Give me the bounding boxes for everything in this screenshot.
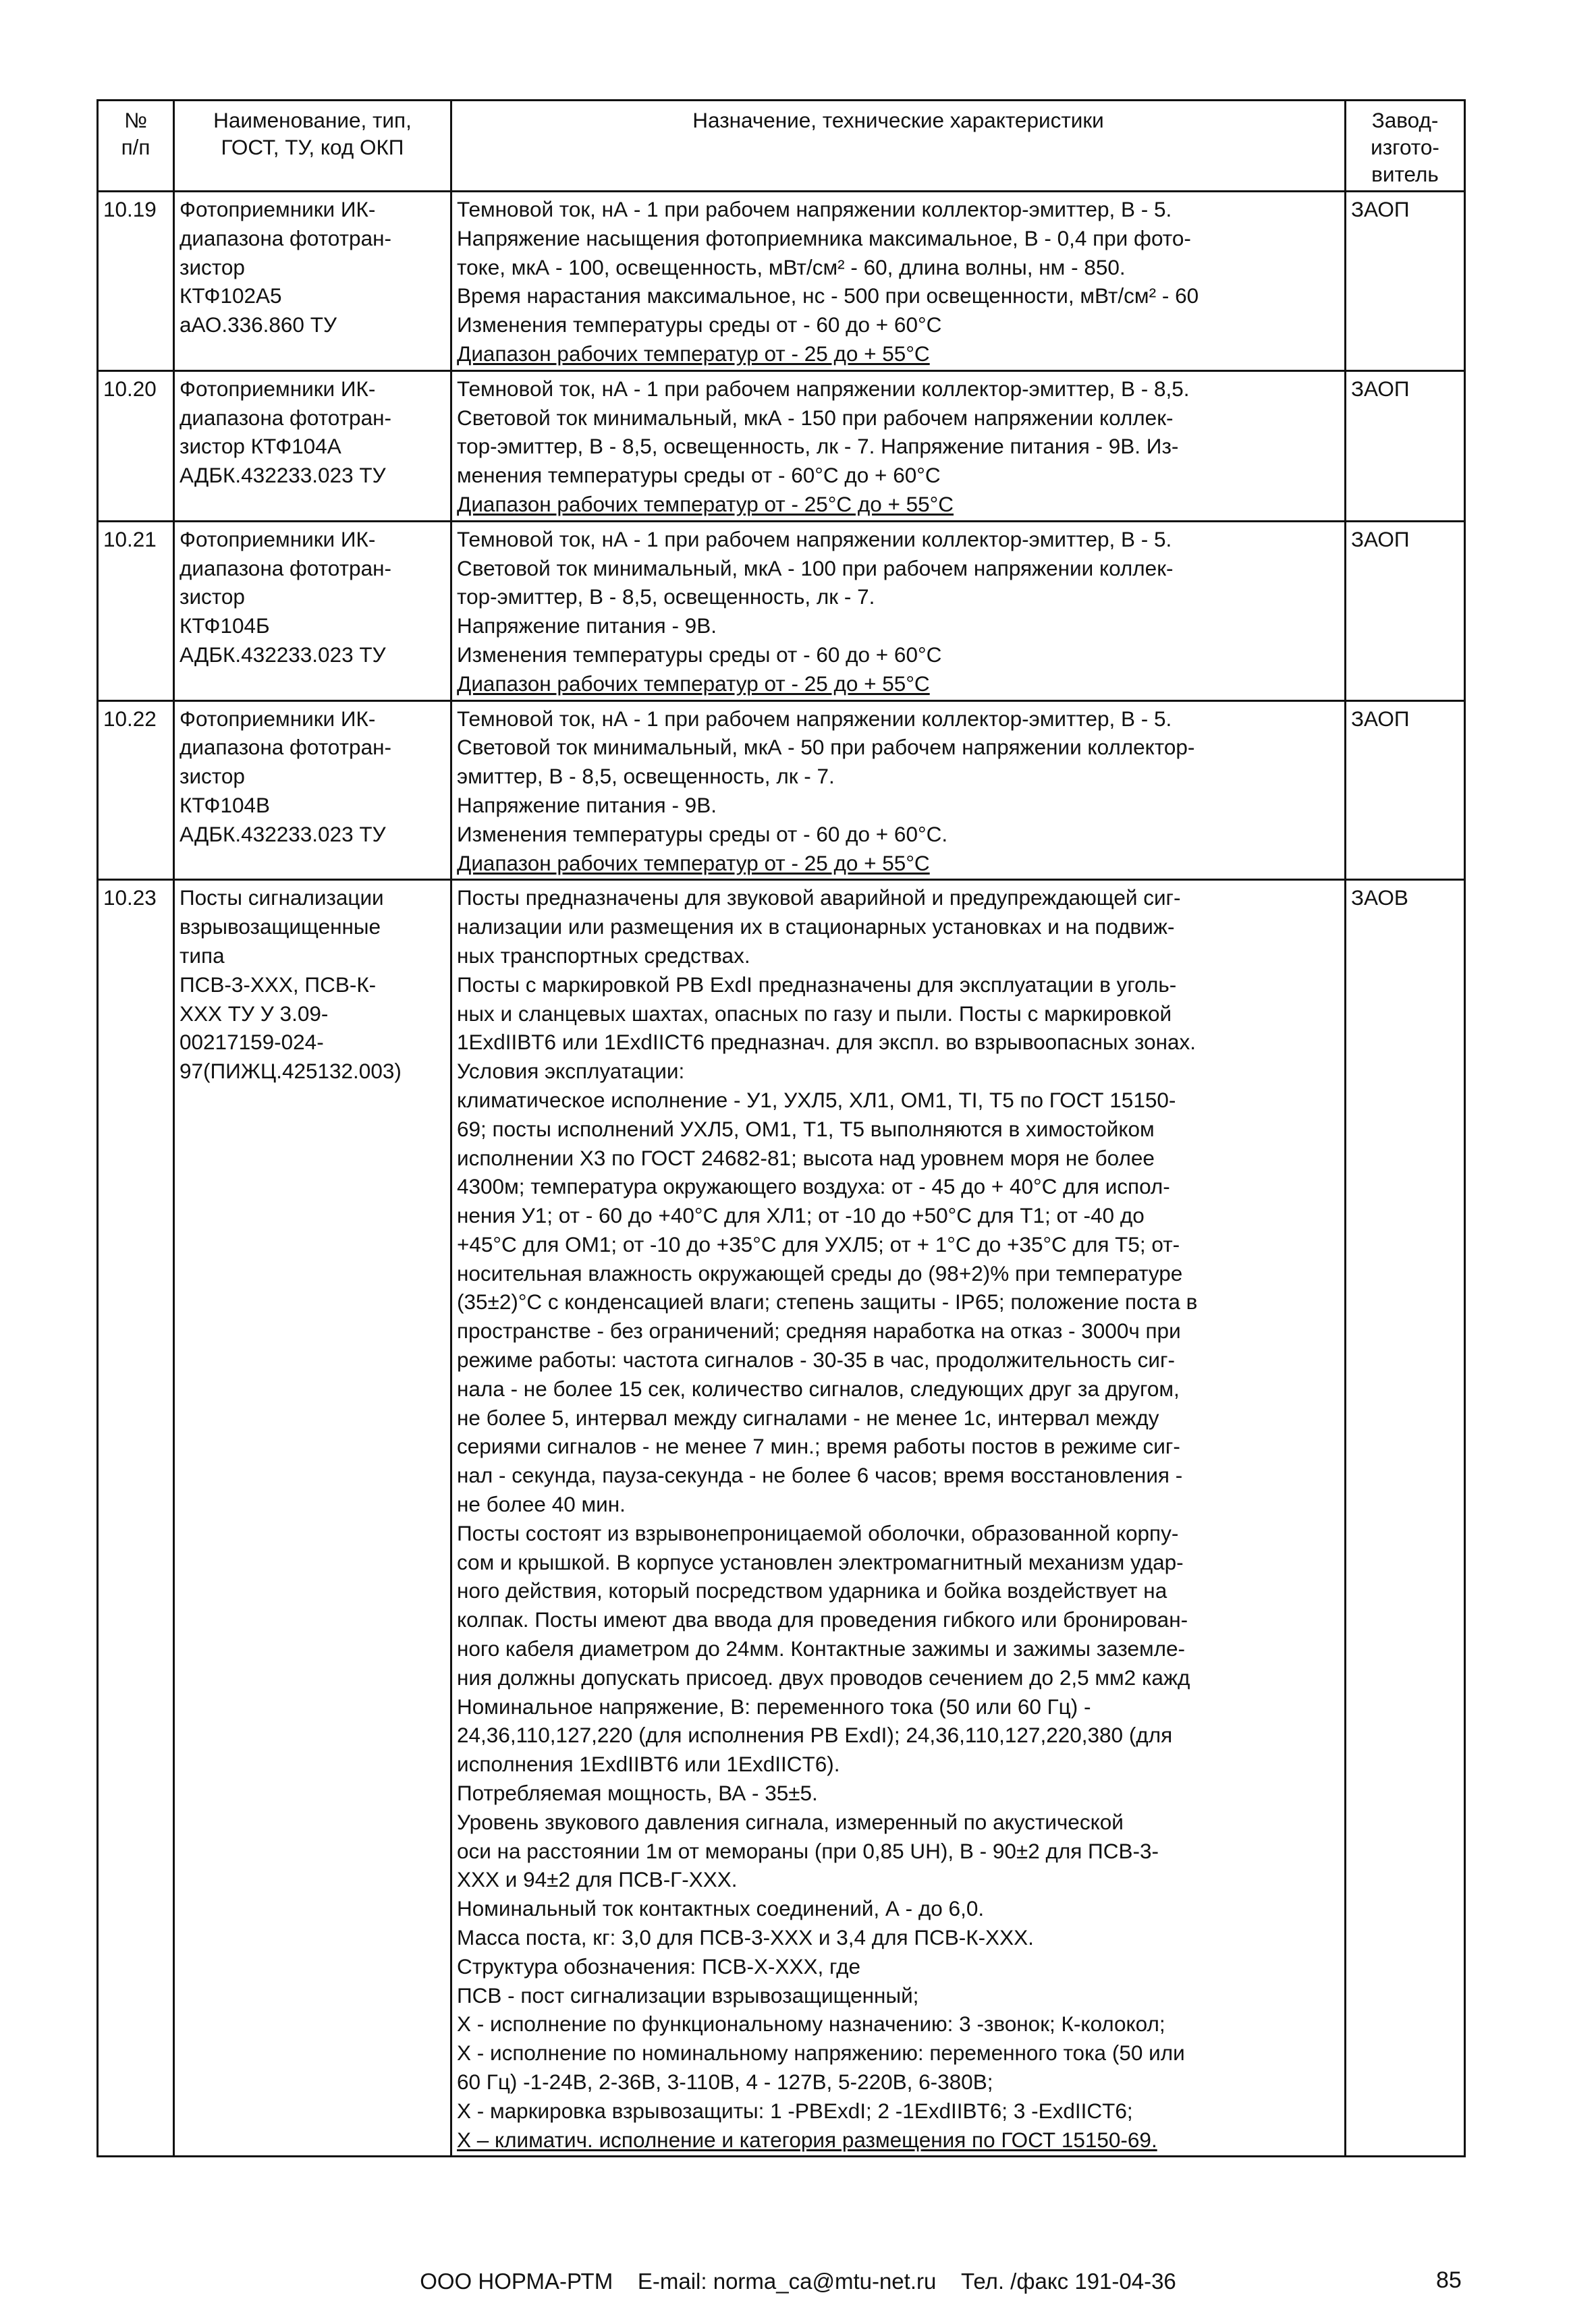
spec-line: колпак. Посты имеют два ввода для проведения гибкого или бронирован-	[457, 1607, 1188, 1632]
row-number-cell	[98, 880, 174, 2157]
product-name-line: взрывозащищенные	[180, 914, 381, 939]
specs-table	[97, 99, 1466, 2157]
spec-line: Время нарастания максимальное, нс - 500 при освещенности, мВт/см² - 60	[457, 283, 1199, 308]
spec-line: Х – климатич. исполнение и категория размещения по ГОСТ 15150-69.	[457, 2127, 1157, 2152]
spec-line: носительная влажность окружающей среды до (98+2)% при температуре	[457, 1261, 1183, 1286]
spec-line: эмиттер, В - 8,5, освещенность, лк - 7.	[457, 764, 835, 789]
row-number-cell	[98, 370, 174, 521]
spec-line: не более 40 мин.	[457, 1492, 626, 1517]
product-name-line: зистор	[180, 584, 245, 609]
row-number: 10.19	[103, 197, 157, 221]
product-name-line: КТФ102А5	[180, 283, 282, 308]
spec-line: не более 5, интервал между сигналами - не менее 1с, интервал между	[457, 1405, 1159, 1430]
header-maker	[1346, 101, 1465, 192]
manufacturer-cell	[1346, 370, 1465, 521]
spec-line: Уровень звукового давления сигнала, измеренный по акустической	[457, 1809, 1124, 1834]
spec-line: Структура обозначения: ПСВ-Х-ХХХ, где	[457, 1954, 860, 1979]
manufacturer-cell	[1346, 700, 1465, 880]
header-text: Завод-	[1371, 108, 1439, 132]
product-name-line: АДБК.432233.023 ТУ	[180, 463, 386, 488]
spec-line: исполнения 1ExdIIBT6 или 1ExdIICT6).	[457, 1752, 840, 1777]
product-name-line: КТФ104В	[180, 792, 271, 817]
product-name-line: АДБК.432233.023 ТУ	[180, 642, 386, 667]
row-number: 10.22	[103, 706, 157, 731]
product-name-line: 00217159-024-	[180, 1030, 324, 1055]
spec-line: ных и сланцевых шахтах, опасных по газу и пыли. Посты с маркировкой	[457, 1001, 1172, 1026]
header-text: №	[124, 108, 147, 132]
header-text: Назначение, технические характеристики	[692, 108, 1104, 132]
spec-line: Диапазон рабочих температур от - 25°С до + 55°С	[457, 491, 954, 516]
spec-line: Темновой ток, нА - 1 при рабочем напряжении коллектор-эмиттер, В - 8,5.	[457, 376, 1190, 401]
row-number: 10.23	[103, 885, 157, 910]
product-name-line: Фотоприемники ИК-	[180, 706, 376, 731]
spec-line: Условия эксплуатации:	[457, 1059, 685, 1084]
spec-line: Масса поста, кг: 3,0 для ПСВ-3-ХХХ и 3,4 для ПСВ-К-ХХХ.	[457, 1925, 1034, 1950]
spec-line: Световой ток минимальный, мкА - 150 при рабочем напряжении коллек-	[457, 405, 1174, 430]
manufacturer-cell	[1346, 521, 1465, 700]
table-row	[98, 880, 1465, 2157]
product-name-cell	[174, 192, 451, 371]
spec-line: Темновой ток, нА - 1 при рабочем напряжении коллектор-эмиттер, В - 5.	[457, 526, 1172, 551]
spec-line: Изменения температуры среды от - 60 до + 60°С	[457, 642, 942, 667]
manufacturer: ЗАОП	[1351, 376, 1410, 401]
spec-line: Темновой ток, нА - 1 при рабочем напряжении коллектор-эмиттер, В - 5.	[457, 197, 1172, 221]
header-num	[98, 101, 174, 192]
specs-cell	[451, 880, 1346, 2157]
spec-line: менения температуры среды от - 60°С до + 60°С	[457, 463, 941, 488]
product-name-line: аАО.336.860 ТУ	[180, 312, 337, 337]
header-text: Наименование, тип,	[213, 108, 412, 132]
spec-line: (35±2)°С с конденсацией влаги; степень защиты - IP65; положение поста в	[457, 1290, 1198, 1315]
product-name-cell	[174, 370, 451, 521]
manufacturer: ЗАОП	[1351, 197, 1410, 221]
product-name-line: Фотоприемники ИК-	[180, 197, 376, 221]
manufacturer: ЗАОП	[1351, 706, 1410, 731]
specs-cell	[451, 192, 1346, 371]
product-name-cell	[174, 521, 451, 700]
manufacturer: ЗАОП	[1351, 526, 1410, 551]
spec-line: Х - маркировка взрывозащиты: 1 -РВЕxdI; 2 -1ExdIIBT6; 3 -ExdIICT6;	[457, 2098, 1133, 2123]
manufacturer-cell	[1346, 192, 1465, 371]
spec-line: сериями сигналов - не менее 7 мин.; время работы постов в режиме сиг-	[457, 1434, 1180, 1459]
spec-line: ния должны допускать присоед. двух проводов сечением до 2,5 мм2 кажд	[457, 1665, 1190, 1690]
spec-line: пространстве - без ограничений; средняя наработка на отказ - 3000ч при	[457, 1319, 1181, 1344]
product-name-line: ХХХ ТУ У 3.09-	[180, 1001, 329, 1026]
spec-line: нения У1; от - 60 до +40°С для ХЛ1; от -10 до +50°С для Т1; от -40 до	[457, 1203, 1145, 1228]
footer-contacts: ООО НОРМА-РТМ E-mail: norma_ca@mtu-net.ru Тел. /факс 191-04-36	[420, 2269, 1176, 2294]
product-name-line: зистор КТФ104А	[180, 434, 341, 459]
spec-line: Диапазон рабочих температур от - 25 до + 55°С	[457, 341, 930, 366]
spec-line: Напряжение насыщения фотоприемника максимальное, В - 0,4 при фото-	[457, 225, 1191, 250]
product-name-cell	[174, 700, 451, 880]
product-name-cell	[174, 880, 451, 2157]
header-text: изгото-	[1371, 135, 1439, 159]
spec-line: Световой ток минимальный, мкА - 100 при рабочем напряжении коллек-	[457, 555, 1174, 580]
header-name	[174, 101, 451, 192]
row-number-cell	[98, 700, 174, 880]
spec-line: ХХХ и 94±2 для ПСВ-Г-ХХХ.	[457, 1867, 738, 1892]
table-row	[98, 700, 1465, 880]
spec-line: оси на расстоянии 1м от мемораны (при 0,85 UH), В - 90±2 для ПСВ-3-	[457, 1838, 1159, 1863]
spec-line: Световой ток минимальный, мкА - 50 при рабочем напряжении коллектор-	[457, 735, 1195, 760]
product-name-line: диапазона фототран-	[180, 555, 391, 580]
spec-line: 60 Гц) -1-24В, 2-36В, 3-110В, 4 - 127В, 5-220В, 6-380В;	[457, 2070, 993, 2094]
header-text: витель	[1371, 162, 1439, 186]
product-name-line: зистор	[180, 254, 245, 279]
product-name-line: Посты сигнализации	[180, 885, 384, 910]
page-number: 85	[1436, 2267, 1462, 2293]
spec-line: Диапазон рабочих температур от - 25 до + 55°С	[457, 850, 930, 875]
spec-line: Номинальное напряжение, В: переменного тока (50 или 60 Гц) -	[457, 1694, 1091, 1719]
spec-line: Изменения температуры среды от - 60 до + 60°С	[457, 312, 942, 337]
spec-line: Х - исполнение по номинальному напряжению: переменного тока (50 или	[457, 2041, 1185, 2066]
header-text: ГОСТ, ТУ, код ОКП	[221, 135, 404, 159]
header-text: п/п	[121, 135, 150, 159]
spec-line: Темновой ток, нА - 1 при рабочем напряжении коллектор-эмиттер, В - 5.	[457, 706, 1172, 731]
row-number-cell	[98, 521, 174, 700]
spec-line: Посты состоят из взрывонепроницаемой оболочки, образованной корпу-	[457, 1520, 1179, 1545]
spec-line: Посты предназначены для звуковой аварийной и предупреждающей сиг-	[457, 885, 1181, 910]
spec-line: ных транспортных средствах.	[457, 943, 750, 968]
spec-line: исполнении Х3 по ГОСТ 24682-81; высота над уровнем моря не более	[457, 1145, 1155, 1170]
spec-line: Номинальный ток контактных соединений, А - до 6,0.	[457, 1896, 985, 1921]
spec-line: 4300м; температура окружающего воздуха: от - 45 до + 40°С для испол-	[457, 1174, 1170, 1199]
spec-line: ного кабеля диаметром до 24мм. Контактные зажимы и зажимы заземле-	[457, 1636, 1186, 1661]
product-name-line: диапазона фототран-	[180, 225, 391, 250]
spec-line: Потребляемая мощность, ВА - 35±5.	[457, 1781, 818, 1806]
table-row	[98, 192, 1465, 371]
spec-line: Х - исполнение по функциональному назначению: 3 -звонок; К-колокол;	[457, 2012, 1165, 2037]
product-name-line: Фотоприемники ИК-	[180, 376, 376, 401]
product-name-line: зистор	[180, 764, 245, 789]
spec-line: 24,36,110,127,220 (для исполнения РВ ExdI); 24,36,110,127,220,380 (для	[457, 1723, 1173, 1748]
spec-line: тор-эмиттер, В - 8,5, освещенность, лк - 7.	[457, 584, 875, 609]
product-name-line: КТФ104Б	[180, 613, 270, 638]
table-header-row	[98, 101, 1465, 192]
spec-line: нала - не более 15 сек, количество сигналов, следующих друг за другом,	[457, 1376, 1180, 1401]
spec-line: Напряжение питания - 9В.	[457, 792, 717, 817]
table-body	[98, 192, 1465, 2157]
row-number-cell	[98, 192, 174, 371]
specs-cell	[451, 521, 1346, 700]
spec-line: сом и крышкой. В корпусе установлен электромагнитный механизм удар-	[457, 1549, 1184, 1574]
manufacturer: ЗАОВ	[1351, 885, 1408, 910]
product-name-line: ПСВ-3-ХХХ, ПСВ-К-	[180, 972, 377, 997]
table-row	[98, 521, 1465, 700]
header-desc	[451, 101, 1346, 192]
spec-line: нализации или размещения их в стационарных установках и на подвиж-	[457, 914, 1175, 939]
spec-line: 1ExdIIBT6 или 1ExdIICT6 предназнач. для экспл. во взрывоопасных зонах.	[457, 1030, 1196, 1055]
spec-line: климатическое исполнение - У1, УХЛ5, ХЛ1, ОМ1, ТI, Т5 по ГОСТ 15150-	[457, 1087, 1176, 1112]
specs-cell	[451, 700, 1346, 880]
spec-line: токе, мкА - 100, освещенность, мВт/см² - 60, длина волны, нм - 850.	[457, 254, 1126, 279]
product-name-line: диапазона фототран-	[180, 735, 391, 760]
product-name-line: 97(ПИЖЦ.425132.003)	[180, 1059, 402, 1084]
spec-line: ПСВ - пост сигнализации взрывозащищенный;	[457, 1983, 919, 2008]
manufacturer-cell	[1346, 880, 1465, 2157]
spec-line: Посты с маркировкой РВ ExdI предназначены для эксплуатации в уголь-	[457, 972, 1177, 997]
spec-line: 69; посты исполнений УХЛ5, ОМ1, Т1, Т5 выполняются в химостойком	[457, 1116, 1155, 1141]
spec-line: Напряжение питания - 9В.	[457, 613, 717, 638]
spec-line: Диапазон рабочих температур от - 25 до + 55°С	[457, 671, 930, 696]
table-row	[98, 370, 1465, 521]
product-name-line: диапазона фототран-	[180, 405, 391, 430]
specs-cell	[451, 370, 1346, 521]
row-number: 10.20	[103, 376, 157, 401]
spec-line: режиме работы: частота сигналов - 30-35 в час, продолжительность сиг-	[457, 1348, 1175, 1373]
spec-line: ного действия, который посредством ударника и бойка воздействует на	[457, 1578, 1167, 1603]
product-name-line: типа	[180, 943, 225, 968]
product-name-line: Фотоприемники ИК-	[180, 526, 376, 551]
product-name-line: АДБК.432233.023 ТУ	[180, 821, 386, 846]
spec-line: нал - секунда, пауза-секунда - не более 6 часов; время восстановления -	[457, 1463, 1183, 1488]
row-number: 10.21	[103, 526, 157, 551]
spec-line: +45°С для ОМ1; от -10 до +35°С для УХЛ5; от + 1°С до +35°С для Т5; от-	[457, 1232, 1180, 1256]
spec-line: тор-эмиттер, В - 8,5, освещенность, лк - 7. Напряжение питания - 9В. Из-	[457, 434, 1179, 459]
spec-line: Изменения температуры среды от - 60 до + 60°С.	[457, 821, 948, 846]
